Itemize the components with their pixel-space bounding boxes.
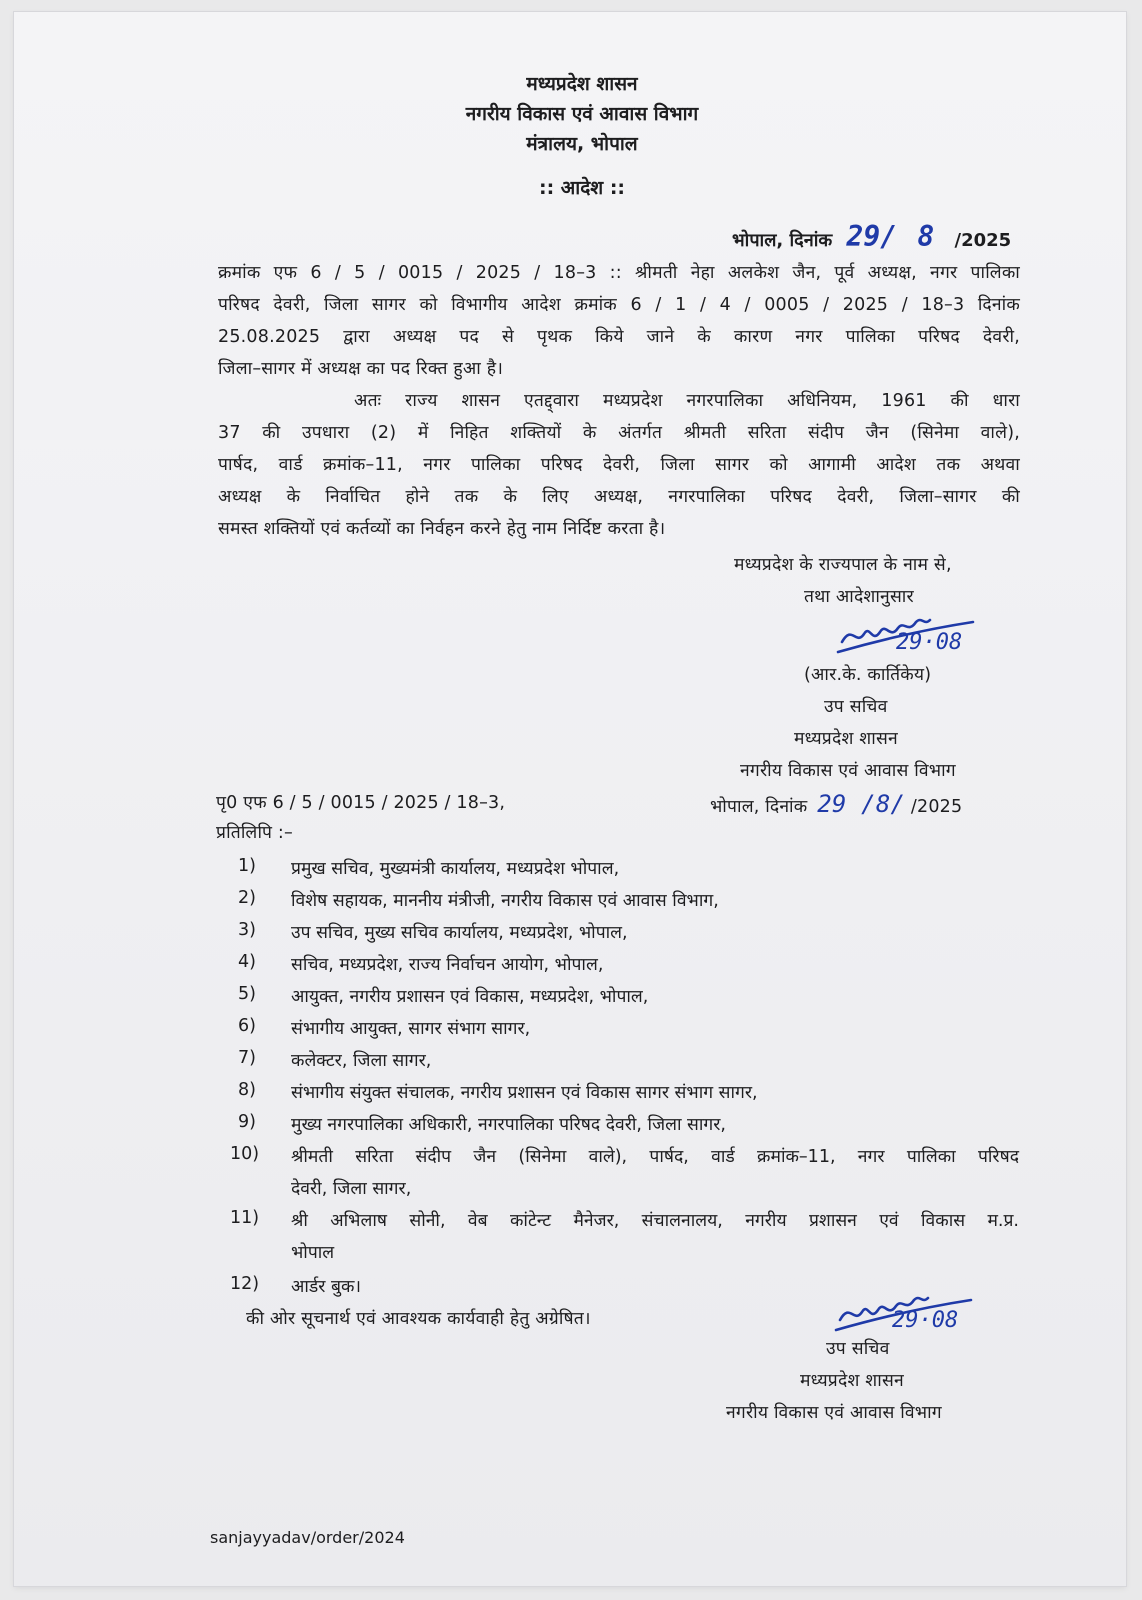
header-government: मध्यप्रदेश शासन — [526, 73, 638, 95]
copy-num: 12) — [230, 1274, 260, 1294]
header-ministry: मंत्रालय, भोपाल — [526, 133, 638, 155]
para2-line1: अतः राज्य शासन एतद्द्वारा मध्यप्रदेश नगरपालिका अधिनियम, 1961 की धारा — [354, 391, 1020, 411]
para1-line2: परिषद देवरी, जिला सागर को विभागीय आदेश क्रमांक 6 / 1 / 4 / 0005 / 2025 / 18–3 दिनांक — [218, 295, 1020, 315]
copy-item: श्रीमती सरिता संदीप जैन (सिनेमा वाले), पार्षद, वार्ड क्रमांक–11, नगर पालिका परिषद — [291, 1147, 1019, 1167]
signatory2-designation: उप सचिव — [826, 1339, 890, 1359]
date-day-handwritten: 29 — [846, 220, 881, 253]
date-line: भोपाल, दिनांक 29/ 8 /2025 — [732, 220, 1012, 253]
copy-item: आयुक्त, नगरीय प्रशासन एवं विकास, मध्यप्रदेश, भोपाल, — [291, 987, 649, 1007]
para2-line4: अध्यक्ष के निर्वाचित होने तक के लिए अध्यक्ष, नगरपालिका परिषद देवरी, जिला–सागर की — [218, 487, 1020, 507]
copy-num: 5) — [238, 984, 256, 1004]
copy-num: 8) — [238, 1080, 256, 1100]
para2-line2: 37 की उपधारा (2) में निहित शक्तियों के अंतर्गत श्रीमती सरिता संदीप जैन (सिनेमा वाले), — [218, 423, 1020, 443]
endorsement-day-handwritten: 29 — [817, 790, 847, 818]
copy-num: 1) — [238, 856, 256, 876]
header-department: नगरीय विकास एवं आवास विभाग — [465, 103, 699, 125]
signature-date-1: 29·08 — [896, 630, 963, 655]
endorsement-month-handwritten: 8 — [875, 790, 891, 818]
copy-num: 2) — [238, 888, 256, 908]
endorsement-ref: पृ0 एफ 6 / 5 / 0015 / 2025 / 18–3, — [216, 793, 506, 813]
signatory1-office1: मध्यप्रदेश शासन — [794, 729, 898, 749]
signatory2-office2: नगरीय विकास एवं आवास विभाग — [726, 1403, 942, 1423]
copy-item: सचिव, मध्यप्रदेश, राज्य निर्वाचन आयोग, भोपाल, — [291, 955, 604, 975]
document-page — [14, 12, 1126, 1586]
signature-date-2: 29·08 — [892, 1308, 959, 1333]
para1-line1: क्रमांक एफ 6 / 5 / 0015 / 2025 / 18–3 :: श्रीमती नेहा अलकेश जैन, पूर्व अध्यक्ष, नगर पालिका — [218, 263, 1020, 283]
forwarding-note: की ओर सूचनार्थ एवं आवश्यक कार्यवाही हेतु अग्रेषित। — [246, 1309, 591, 1329]
para1-line3: 25.08.2025 द्वारा अध्यक्ष पद से पृथक किये जाने के कारण नगर पालिका परिषद देवरी, — [218, 327, 1020, 347]
copy-item-cont: देवरी, जिला सागर, — [291, 1179, 412, 1199]
signatory1-name: (आर.के. कार्तिकेय) — [804, 665, 932, 685]
copy-item: प्रमुख सचिव, मुख्यमंत्री कार्यालय, मध्यप्रदेश भोपाल, — [291, 859, 620, 879]
signatory1-designation: उप सचिव — [824, 697, 888, 717]
copy-num: 9) — [238, 1112, 256, 1132]
closing-line2: तथा आदेशानुसार — [804, 587, 914, 607]
endorsement-date: भोपाल, दिनांक 29 /8/ /2025 — [710, 790, 963, 818]
copy-item: आर्डर बुक। — [291, 1277, 362, 1297]
endorsement-year: /2025 — [910, 797, 963, 817]
copy-label: प्रतिलिपि :– — [216, 823, 293, 843]
copy-item: संभागीय आयुक्त, सागर संभाग सागर, — [291, 1019, 531, 1039]
copy-item: उप सचिव, मुख्य सचिव कार्यालय, मध्यप्रदेश, भोपाल, — [291, 923, 628, 943]
copy-item: संभागीय संयुक्त संचालक, नगरीय प्रशासन एवं विकास सागर संभाग सागर, — [291, 1083, 758, 1103]
copy-item-cont: भोपाल — [291, 1243, 335, 1263]
copy-num: 6) — [238, 1016, 256, 1036]
copy-num: 7) — [238, 1048, 256, 1068]
date-month-handwritten: 8 — [917, 220, 935, 253]
date-prefix: भोपाल, दिनांक — [732, 230, 833, 251]
copy-num: 11) — [230, 1208, 260, 1228]
copy-item: श्री अभिलाष सोनी, वेब कांटेन्ट मैनेजर, संचालनालय, नगरीय प्रशासन एवं विकास म.प्र. — [291, 1211, 1019, 1231]
signatory2-office1: मध्यप्रदेश शासन — [800, 1371, 904, 1391]
signatory1-office2: नगरीय विकास एवं आवास विभाग — [740, 761, 956, 781]
endorsement-date-prefix: भोपाल, दिनांक — [710, 797, 808, 817]
order-title: :: आदेश :: — [538, 177, 626, 199]
copy-num: 10) — [230, 1144, 260, 1164]
para2-line3: पार्षद, वार्ड क्रमांक–11, नगर पालिका परिषद देवरी, जिला सागर को आगामी आदेश तक अथवा — [218, 455, 1020, 475]
footer-reference: sanjayyadav/order/2024 — [210, 1528, 405, 1547]
copy-item: मुख्य नगरपालिका अधिकारी, नगरपालिका परिषद देवरी, जिला सागर, — [291, 1115, 726, 1135]
closing-line1: मध्यप्रदेश के राज्यपाल के नाम से, — [734, 555, 952, 575]
copy-num: 3) — [238, 920, 256, 940]
copy-item: कलेक्टर, जिला सागर, — [291, 1051, 432, 1071]
date-year: /2025 — [954, 230, 1012, 251]
copy-num: 4) — [238, 952, 256, 972]
para2-line5: समस्त शक्तियों एवं कर्तव्यों का निर्वहन करने हेतु नाम निर्दिष्ट करता है। — [218, 519, 666, 539]
para1-line4: जिला–सागर में अध्यक्ष का पद रिक्त हुआ है। — [218, 359, 504, 379]
copy-item: विशेष सहायक, माननीय मंत्रीजी, नगरीय विकास एवं आवास विभाग, — [291, 891, 719, 911]
